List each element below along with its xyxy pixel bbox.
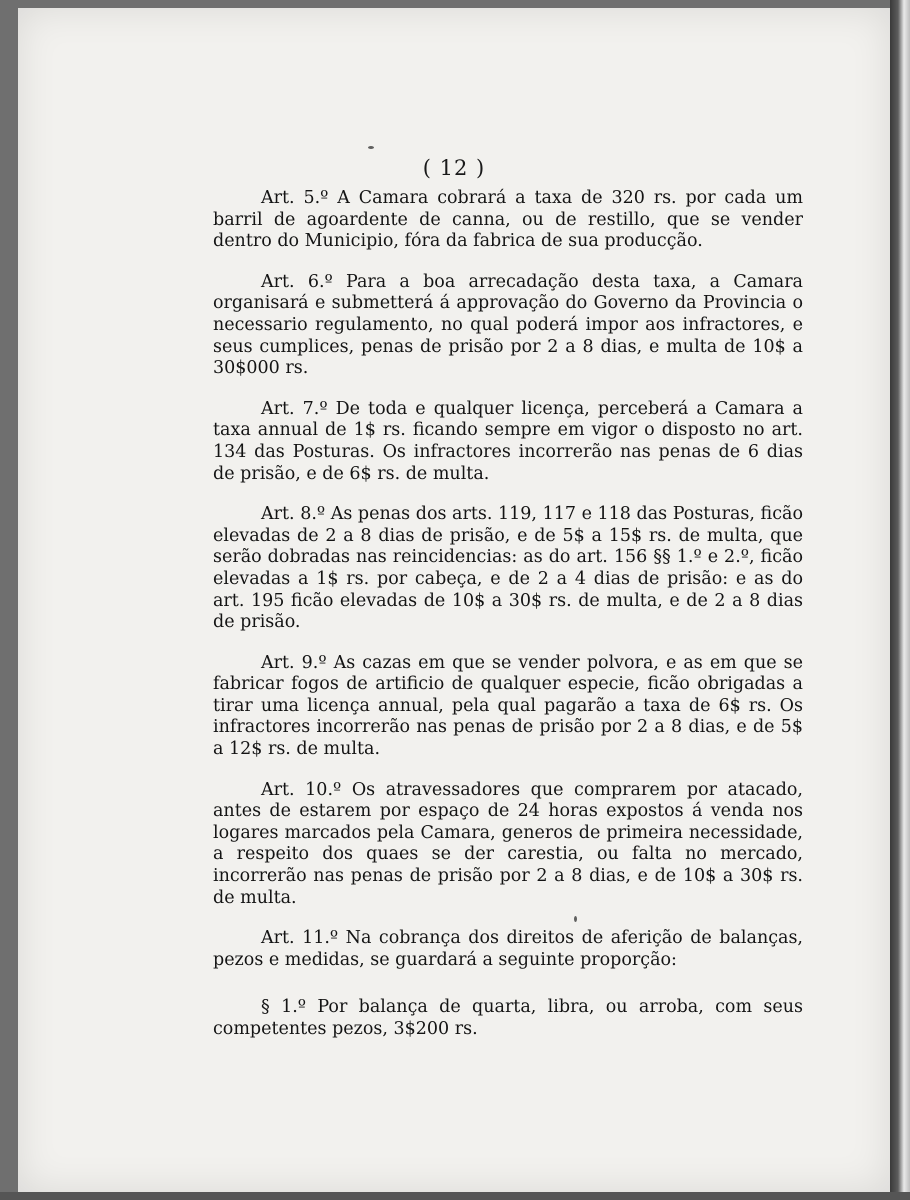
article-7: Art. 7.º De toda e qualquer licença, perceberá a Camara a taxa annual de 1$ rs. ficando sempre em vigor o disposto no art. 134 das Posturas. Os infractores incorrerão nas penas de 6 dias de prisão, e de 6$ rs. de multa. [213,398,803,484]
article-6: Art. 6.º Para a boa arrecadação desta taxa, a Camara organisará e submetterá á approvação do Governo da Provincia o necessario regulamento, no qual poderá impor aos infractores, e seus cumplices, penas de prisão por 2 a 8 dias, e multa de 10$ a 30$000 rs. [213,271,803,379]
page-edge-bottom [0,1192,910,1200]
article-8: Art. 8.º As penas dos arts. 119, 117 e 118 das Posturas, ficão elevadas de 2 a 8 dias de prisão, e de 5$ a 15$ rs. de multa, que serão dobradas nas reincidencias: as do art. 156 §§ 1.º e 2.º, ficão elevadas a 1$ rs. por cabeça, e de 2 a 4 dias de prisão: e as do art. 195 ficão elevadas de 10$ a 30$ rs. de multa, e de 2 a 8 dias de prisão. [213,504,803,633]
article-11: Art. 11.º Na cobrança dos direitos de aferição de balanças, pezos e medidas, se guardará a seguinte proporção: [213,928,803,970]
body-text [213,188,803,1060]
ink-speck [574,916,577,922]
article-10: Art. 10.º Os atravessadores que comprarem por atacado, antes de estarem por espaço de 24 horas expostos á venda nos logares marcados pela Camara, generos de primeira necessidade, a respeito dos quaes se der carestia, ou falta no mercado, incorrerão nas penas de prisão por 2 a 8 dias, e de 10$ a 30$ rs. de multa. [213,779,803,908]
ink-speck [368,146,374,149]
article-5: Art. 5.º A Camara cobrará a taxa de 320 rs. por cada um barril de agoardente de canna, ou de restillo, que se vender dentro do Municipio, fóra da fabrica de sua producção. [213,188,803,252]
page-edge-right [890,0,910,1200]
page-number: ( 12 ) [422,156,486,180]
article-9: Art. 9.º As cazas em que se vender polvora, e as em que se fabricar fogos de artificio de qualquer especie, ficão obrigadas a tirar uma licença annual, pela qual pagarão a taxa de 6$ rs. Os infractores incorrerão nas penas de prisão por 2 a 8 dias, e de 5$ a 12$ rs. de multa. [213,652,803,760]
paper-page [18,8,890,1192]
section-1: § 1.º Por balança de quarta, libra, ou arroba, com seus competentes pezos, 3$200 rs. [213,997,803,1039]
